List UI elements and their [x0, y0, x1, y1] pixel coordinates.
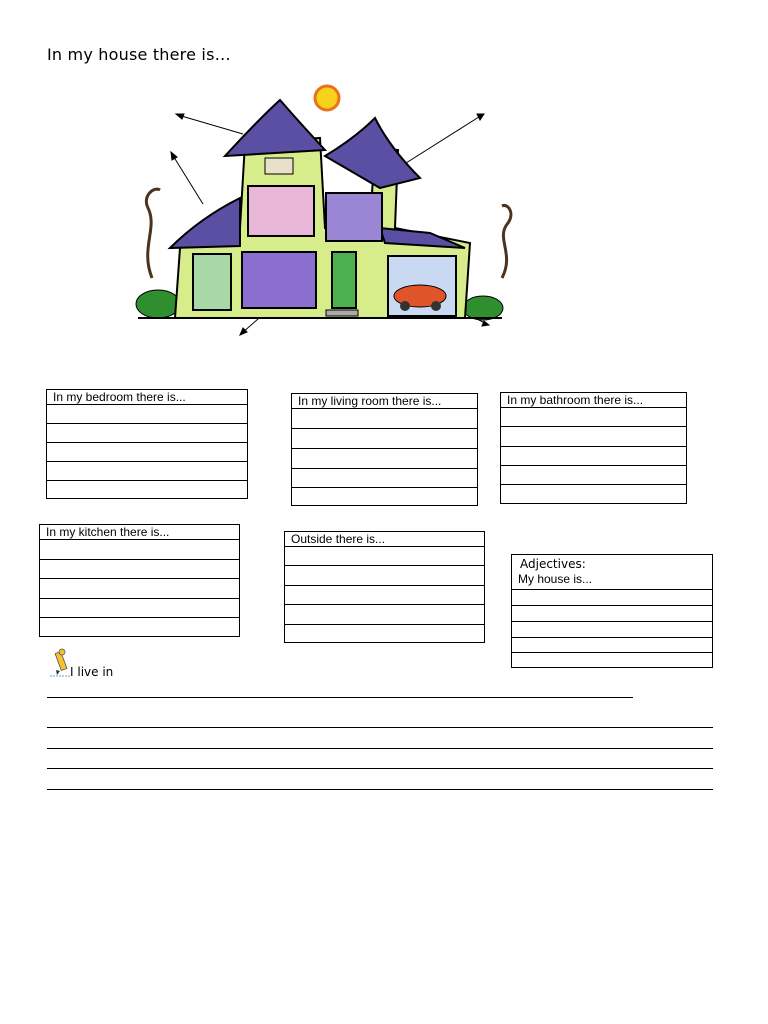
writing-line[interactable]	[47, 789, 713, 790]
answer-line[interactable]	[40, 599, 239, 618]
writing-line[interactable]	[47, 727, 713, 728]
answer-line[interactable]	[512, 653, 712, 667]
answer-line[interactable]	[285, 547, 484, 566]
answer-line[interactable]	[285, 625, 484, 643]
answer-line[interactable]	[40, 540, 239, 560]
adjectives-prompt: My house is...	[518, 572, 593, 586]
answer-line[interactable]	[285, 586, 484, 605]
answer-line[interactable]	[40, 560, 239, 579]
answer-line[interactable]	[47, 405, 247, 424]
outside-box	[284, 531, 485, 643]
adjectives-box	[511, 554, 713, 668]
kitchen-box-header: In my kitchen there is...	[40, 525, 239, 540]
writing-line[interactable]	[47, 768, 713, 769]
bathroom-box-header: In my bathroom there is...	[501, 393, 686, 408]
answer-line[interactable]	[292, 449, 477, 469]
answer-line[interactable]	[512, 638, 712, 653]
bathroom-box	[500, 392, 687, 504]
writing-line[interactable]	[47, 697, 633, 698]
answer-line[interactable]	[292, 469, 477, 488]
answer-line[interactable]	[512, 622, 712, 638]
answer-line[interactable]	[501, 447, 686, 466]
worksheet-title: In my house there is…	[47, 45, 231, 64]
living-room-box	[291, 393, 478, 506]
bedroom-box	[46, 389, 248, 499]
answer-line[interactable]	[47, 443, 247, 462]
answer-line[interactable]	[285, 566, 484, 586]
kitchen-box	[39, 524, 240, 637]
answer-line[interactable]	[40, 618, 239, 637]
answer-line[interactable]	[285, 605, 484, 625]
i-live-in-prompt: I live in	[70, 665, 114, 679]
answer-line[interactable]	[47, 462, 247, 481]
answer-line[interactable]	[501, 427, 686, 447]
adjectives-title: Adjectives:	[520, 557, 586, 571]
answer-line[interactable]	[501, 485, 686, 504]
answer-line[interactable]	[292, 488, 477, 506]
pencil-icon	[48, 648, 72, 678]
answer-line[interactable]	[47, 424, 247, 443]
answer-line[interactable]	[512, 590, 712, 606]
house-illustration	[130, 78, 530, 340]
answer-line[interactable]	[292, 429, 477, 449]
bedroom-box-header: In my bedroom there is...	[47, 390, 247, 405]
answer-line[interactable]	[292, 409, 477, 429]
answer-line[interactable]	[501, 466, 686, 485]
answer-line[interactable]	[40, 579, 239, 599]
answer-line[interactable]	[512, 606, 712, 622]
outside-box-header: Outside there is...	[285, 532, 484, 547]
answer-line[interactable]	[47, 481, 247, 499]
answer-line[interactable]	[501, 408, 686, 427]
living-room-box-header: In my living room there is...	[292, 394, 477, 409]
adjectives-box-header	[512, 555, 712, 590]
writing-line[interactable]	[47, 748, 713, 749]
